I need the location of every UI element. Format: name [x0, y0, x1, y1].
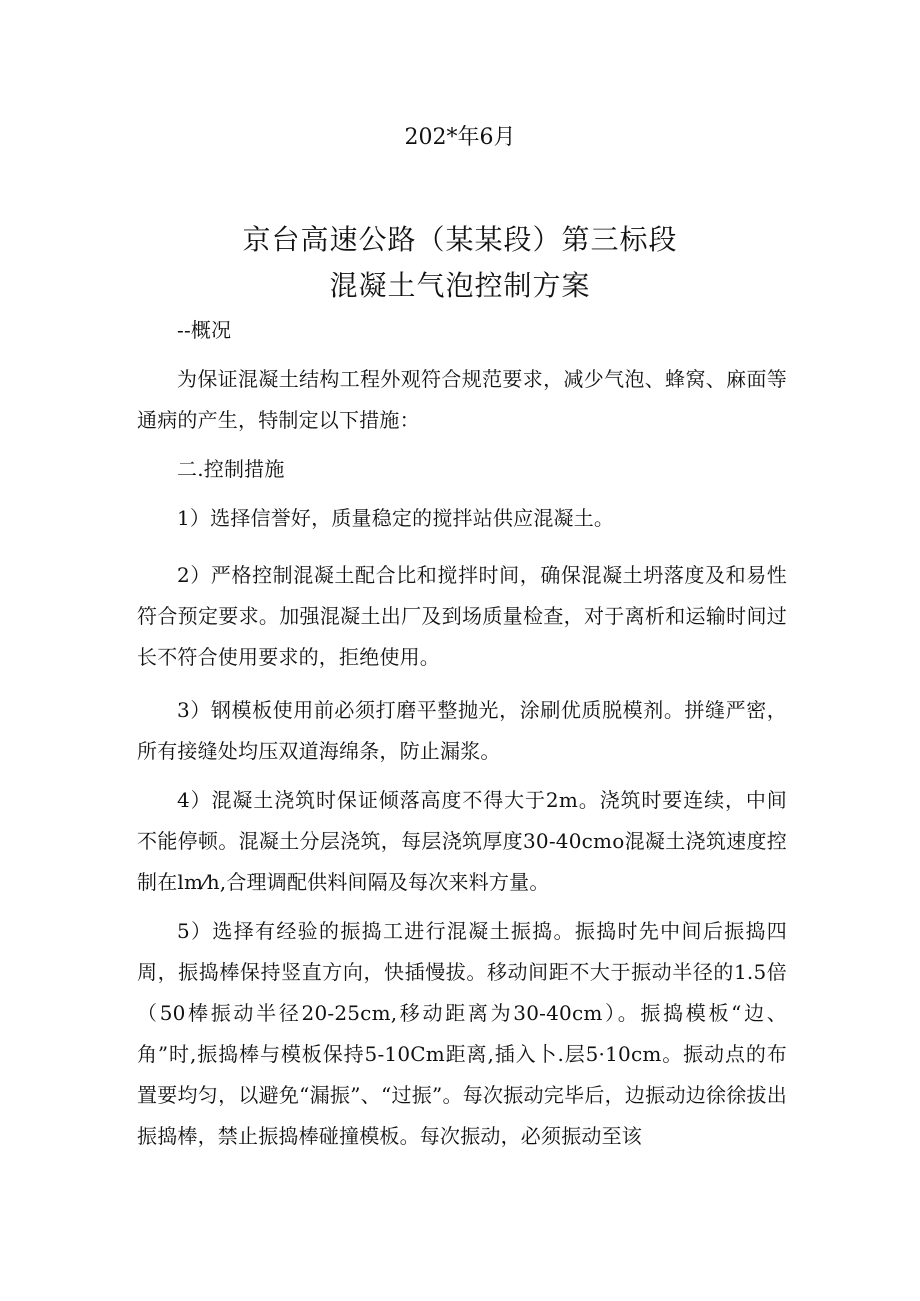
- section-heading-measures: 二.控制措施: [177, 457, 285, 481]
- document-title-line1: 京台高速公路（某某段）第三标段: [242, 223, 678, 256]
- measure-item-4: 4）混凝土浇筑时保证倾落高度不得大于2m。浇筑时要连续，中间不能停顿。混凝土分层浇筑，每层浇筑厚度30-40cmo混凝土浇筑速度控制在lm⁄h,合理调配供料间隔及每次来料方量。: [137, 788, 787, 894]
- measure-item-2: 2）严格控制混凝土配合比和搅拌时间，确保混凝土坍落度及和易性符合预定要求。加强混凝土出厂及到场质量检查，对于离析和运输时间过长不符合使用要求的，拒绝使用。: [137, 563, 787, 669]
- document-title-line2: 混凝土气泡控制方案: [329, 269, 591, 302]
- document-date: 202*年6月: [404, 125, 516, 150]
- section-heading-overview: --概况: [177, 318, 232, 342]
- measure-item-3: 3）钢模板使用前必须打磨平整抛光，涂刷优质脱模剂。拼缝严密，所有接缝处均压双道海绵条，防止漏浆。: [137, 698, 787, 763]
- paragraph-intro: 为保证混凝土结构工程外观符合规范要求，减少气泡、蜂窝、麻面等通病的产生，特制定以下措施：: [137, 367, 787, 432]
- measure-item-1: 1）选择信誉好，质量稳定的搅拌站供应混凝土。: [177, 506, 615, 530]
- document-body: [137, 310, 787, 1157]
- measure-item-5: 5）选择有经验的振捣工进行混凝土振捣。振捣时先中间后振捣四周，振捣棒保持竖直方向，快插慢拔。移动间距不大于振动半径的1.5倍（50棒振动半径20-25cm,移动距离为30-40cm）。振捣模板“边、角”时,振捣棒与模板保持5-10Cm距离,插入卜.层5·10cm。振动点的布置要均匀，以避免“漏振”、“过振”。每次振动完毕后，边振动边徐徐拔出振捣棒，禁止振捣棒碰撞模板。每次振动，必须振动至该: [137, 919, 787, 1148]
